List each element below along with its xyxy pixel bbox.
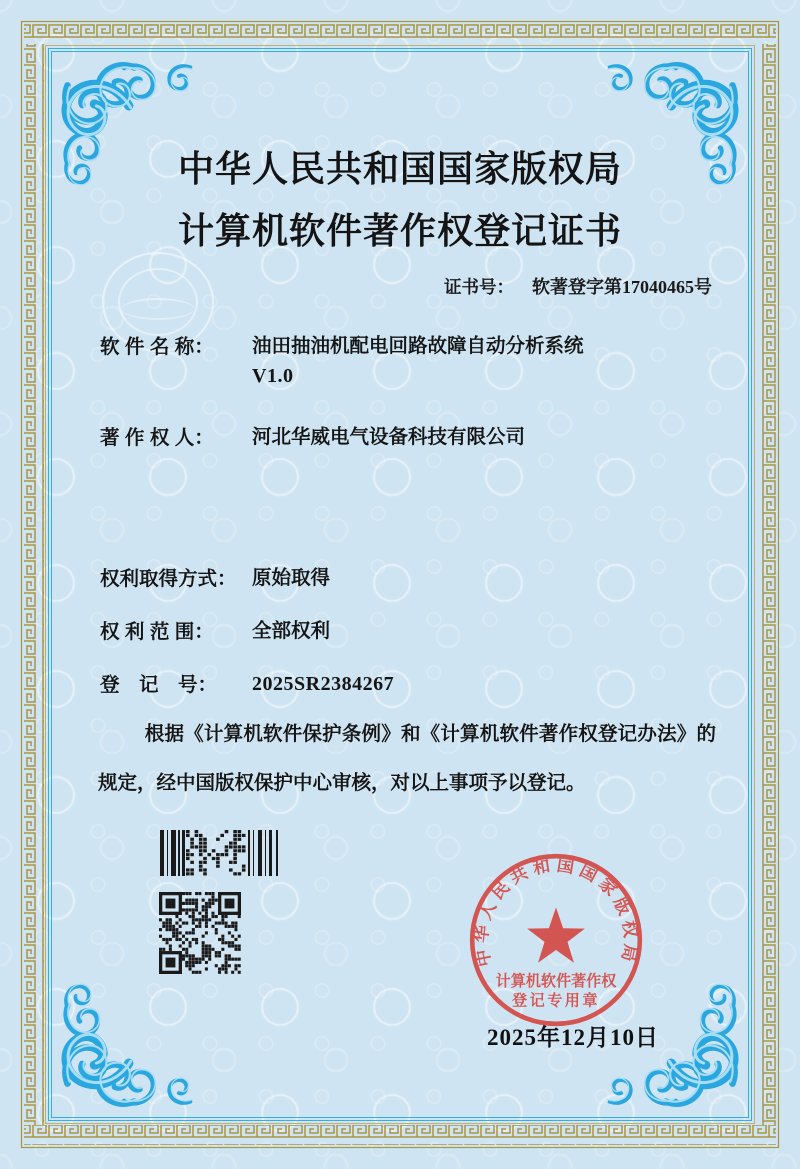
rights-scope-value: 全部权利: [252, 620, 331, 642]
software-version: V1.0: [252, 365, 294, 387]
issue-date: 2025年12月10日: [487, 1025, 659, 1050]
corner-flourish-bottom-left: [50, 969, 200, 1119]
copyright-owner-label: 著 作 权 人：: [100, 427, 214, 449]
field-acquisition-method: [100, 563, 330, 593]
field-copyright-owner: [100, 422, 525, 452]
certificate-number-value: 软著登字第17040465号: [532, 277, 712, 297]
title-block: [0, 138, 800, 262]
star-icon: [527, 907, 585, 962]
copyright-owner-value: 河北华威电气设备科技有限公司: [252, 426, 526, 448]
software-name-value: 油田抽油机配电回路故障自动分析系统 V1.0: [252, 335, 584, 387]
rights-scope-label: 权 利 范 围：: [100, 621, 214, 643]
seal-line1: 计算机软件著作权: [495, 973, 617, 991]
qr-code: [159, 892, 241, 976]
registration-statement: 根据《计算机软件保护条例》和《计算机软件著作权登记办法》的规定，经中国版权保护中心审核，对以上事项予以登记。: [98, 723, 716, 794]
registration-number-label: 登 记 号：: [100, 674, 218, 696]
field-registration-number: [100, 669, 394, 699]
issuer-title: 中华人民共和国国家版权局: [177, 149, 622, 189]
field-software-name: [100, 331, 584, 391]
official-seal: [468, 852, 644, 1028]
seal-line2: 登记专用章: [512, 992, 600, 1010]
certificate-number-label: 证书号：: [444, 277, 514, 297]
barcode: [160, 830, 284, 876]
acquisition-method-label: 权利取得方式：: [100, 568, 237, 590]
registration-number-value: 2025SR2384267: [252, 673, 395, 695]
certificate-number-line: [444, 273, 712, 299]
field-rights-scope: [100, 616, 330, 646]
acquisition-method-value: 原始取得: [252, 567, 331, 589]
document-title: 计算机软件著作权登记证书: [177, 211, 622, 251]
seal-arc-text: 中华人民共和国国家版权局: [470, 854, 642, 969]
software-name-label: 软 件 名 称：: [100, 336, 214, 358]
